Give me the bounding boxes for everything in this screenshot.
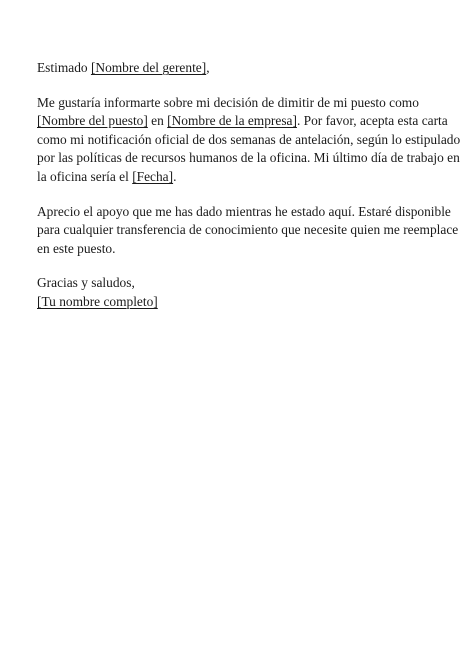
paragraph1-line4: por las políticas de recursos humanos de la oficina. Mi último día de trabajo en bbox=[37, 150, 460, 166]
paragraph1-line2 bbox=[37, 112, 446, 131]
closing-paragraph bbox=[37, 274, 446, 311]
greeting-suffix: , bbox=[206, 60, 210, 75]
paragraph1-line5 bbox=[37, 168, 446, 187]
closing-line: Gracias y saludos, bbox=[37, 275, 135, 291]
company-name-placeholder: [Nombre de la empresa] bbox=[167, 113, 297, 129]
paragraph1-line3: como mi notificación oficial de dos semanas de antelación, según lo estipulado bbox=[37, 131, 461, 147]
full-name-placeholder: [Tu nombre completo] bbox=[37, 293, 158, 309]
paragraph1-line1: Me gustaría informarte sobre mi decisión de dimitir de mi puesto como bbox=[37, 94, 419, 110]
paragraph2-line2: para cualquier transferencia de conocimiento que necesite quien me reemplace bbox=[37, 222, 459, 238]
job-title-placeholder: [Nombre del puesto] bbox=[37, 113, 148, 129]
signature-line bbox=[37, 293, 446, 312]
date-placeholder: [Fecha] bbox=[132, 168, 174, 184]
body-paragraph-2 bbox=[37, 203, 459, 259]
paragraph1-line2-suffix: . Por favor, acepta esta carta bbox=[296, 113, 448, 129]
paragraph2-line3: en este puesto. bbox=[37, 240, 116, 256]
body-paragraph-1 bbox=[37, 94, 461, 187]
paragraph1-line5-suffix: . bbox=[173, 168, 177, 184]
greeting-paragraph bbox=[37, 59, 446, 78]
greeting-line bbox=[37, 59, 446, 78]
paragraph1-line2-middle: en bbox=[147, 113, 168, 129]
paragraph1-line5-prefix: la oficina sería el bbox=[37, 168, 133, 184]
paragraph2-line1: Aprecio el apoyo que me has dado mientras he estado aquí. Estaré disponible bbox=[37, 203, 451, 219]
greeting-prefix: Estimado bbox=[37, 60, 91, 75]
manager-name-placeholder: [Nombre del gerente] bbox=[90, 60, 207, 75]
